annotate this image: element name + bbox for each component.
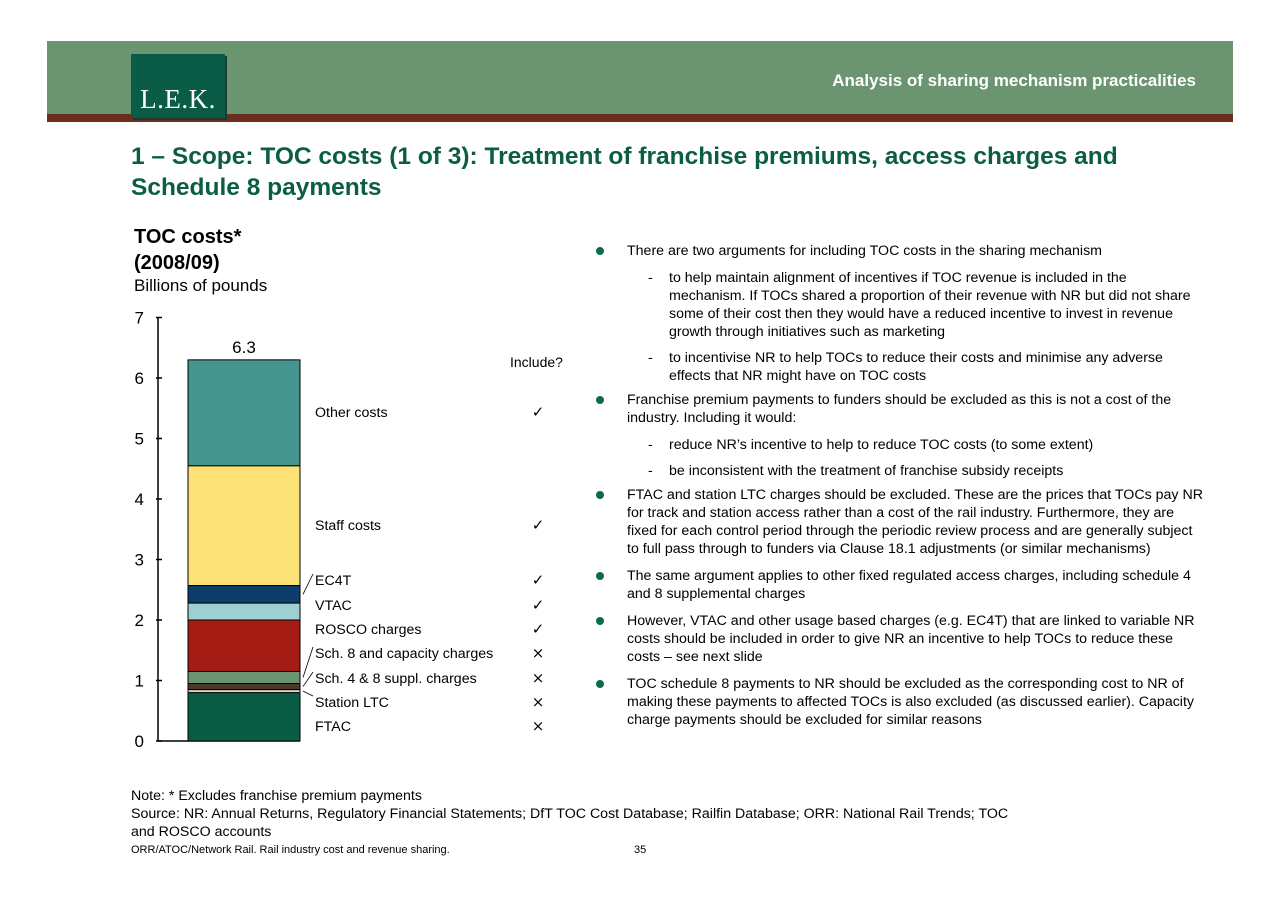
chart-title-line1: TOC costs* (134, 226, 242, 248)
include-header: Include? (510, 354, 563, 370)
y-tick-label: 1 (134, 671, 144, 691)
bullet-dot (596, 247, 604, 255)
include-mark: × (531, 693, 545, 711)
sub-bullet-item (596, 462, 1206, 480)
bar-segment-ec4t (188, 586, 300, 604)
logo-text: L.E.K. (140, 84, 216, 114)
chart-title-line2: (2008/09) (134, 252, 220, 274)
bullet-text: There are two arguments for including TOC costs in the sharing mechanism (627, 243, 1102, 259)
source: Source: NR: Annual Returns, Regulatory Financial Statements; DfT TOC Cost Database; Railfin Database; ORR: National Rail Trends; TOC and ROSCO accounts (131, 806, 1009, 840)
y-tick-label: 5 (134, 429, 144, 449)
bar-segment-rosco-charges (188, 620, 300, 671)
bullet-dot (596, 491, 604, 499)
chart-unit: Billions of pounds (134, 276, 268, 295)
bar-segment-vtac (188, 603, 300, 620)
include-mark: ✓ (531, 596, 545, 614)
leader-line (303, 647, 313, 677)
note: Note: * Excludes franchise premium payments (131, 788, 422, 804)
sub-bullet-text: be inconsistent with the treatment of franchise subsidy receipts (669, 463, 1064, 479)
leader-line (303, 691, 313, 696)
y-tick-label: 7 (134, 308, 144, 328)
bullet-item (596, 486, 1206, 558)
segment-label: Station LTC (315, 695, 389, 711)
bullet-item (596, 675, 1206, 729)
y-tick-label: 6 (134, 369, 144, 388)
include-mark: ✓ (531, 571, 545, 589)
bar-segment-staff-costs (188, 466, 300, 586)
bullet-item (596, 242, 1206, 260)
y-tick-label: 3 (134, 550, 144, 570)
page-number: 35 (634, 844, 647, 856)
segment-label: VTAC (315, 598, 352, 614)
dash-marker: - (648, 463, 653, 479)
leader-line (303, 574, 313, 594)
include-mark: × (531, 669, 545, 687)
segment-label: Other costs (315, 405, 388, 421)
sub-bullet-item (596, 349, 1206, 385)
bullet-item (596, 612, 1206, 666)
dash-marker: - (648, 350, 653, 366)
include-mark: × (531, 717, 545, 735)
bar-segment-sch-4-8-suppl-charges (188, 684, 300, 690)
slide-title: 1 – Scope: TOC costs (1 of 3): Treatment of franchise premiums, access charges and Schedule 8 payments (131, 143, 1118, 201)
bullet-dot (596, 572, 604, 580)
include-mark: ✓ (531, 516, 545, 534)
segment-label: ROSCO charges (315, 622, 422, 638)
segment-label: Staff costs (315, 518, 381, 534)
y-tick-label: 2 (134, 611, 144, 630)
bullet-item (596, 567, 1206, 603)
bullet-text: Franchise premium payments to funders should be excluded as this is not a cost of the industry. Including it would: (627, 392, 1172, 426)
bullet-list (596, 242, 1206, 738)
sub-bullet-text: to help maintain alignment of incentives if TOC revenue is included in the mechanism. If TOCs shared a proportion of their revenue with NR but did not share some of their cost then they would have a reduced incentive to invest in revenue growth through initiatives such as marketing (669, 270, 1191, 340)
bullet-text: FTAC and station LTC charges should be excluded. These are the prices that TOCs pay NR for track and station access rather than a cost of the rail industry. Furthermore, they are fixed for each control period through the periodic review process and are generally subject to full pass through to funders via Clause 18.1 adjustments (or similar mechanisms) (627, 487, 1203, 557)
segment-label: Sch. 4 & 8 suppl. charges (315, 671, 477, 687)
include-mark: ✓ (531, 403, 545, 421)
dash-marker: - (648, 270, 653, 286)
sub-bullet-item (596, 436, 1206, 454)
segment-label: Sch. 8 and capacity charges (315, 646, 494, 662)
include-mark: × (531, 644, 545, 662)
include-mark: ✓ (531, 620, 545, 638)
bar-segment-sch-8-and-capacity-charges (188, 671, 300, 683)
bullet-text: However, VTAC and other usage based charges (e.g. EC4T) that are linked to variable NR costs should be included in order to give NR an incentive to help TOCs to reduce these costs – see next slide (627, 613, 1195, 665)
segment-label: EC4T (315, 573, 352, 589)
footer: ORR/ATOC/Network Rail. Rail industry cost and revenue sharing. (131, 844, 450, 856)
bar-segment-other-costs (188, 360, 300, 466)
sub-bullet-item (596, 269, 1206, 341)
sub-bullet-text: to incentivise NR to help TOCs to reduce their costs and minimise any adverse effects that NR might have on TOC costs (669, 350, 1163, 384)
bullet-text: The same argument applies to other fixed regulated access charges, including schedule 4 and 8 supplemental charges (627, 568, 1191, 602)
y-tick-label: 0 (134, 732, 144, 751)
bullet-dot (596, 396, 604, 404)
bullet-dot (596, 680, 604, 688)
bullet-item (596, 391, 1206, 427)
dash-marker: - (648, 437, 653, 453)
bullet-dot (596, 617, 604, 625)
segment-label: FTAC (315, 719, 351, 735)
y-tick-label: 4 (134, 490, 144, 509)
bullet-text: TOC schedule 8 payments to NR should be excluded as the corresponding cost to NR of making these payments to affected TOCs is also excluded (as discussed earlier). Capacity charge payments should be excluded for similar reasons (627, 676, 1194, 728)
sub-bullet-text: reduce NR’s incentive to help to reduce TOC costs (to some extent) (669, 437, 1094, 453)
header-title: Analysis of sharing mechanism practicalities (832, 71, 1196, 90)
total-data-label: 6.3 (232, 337, 256, 357)
bar-segment-ftac (188, 693, 300, 741)
